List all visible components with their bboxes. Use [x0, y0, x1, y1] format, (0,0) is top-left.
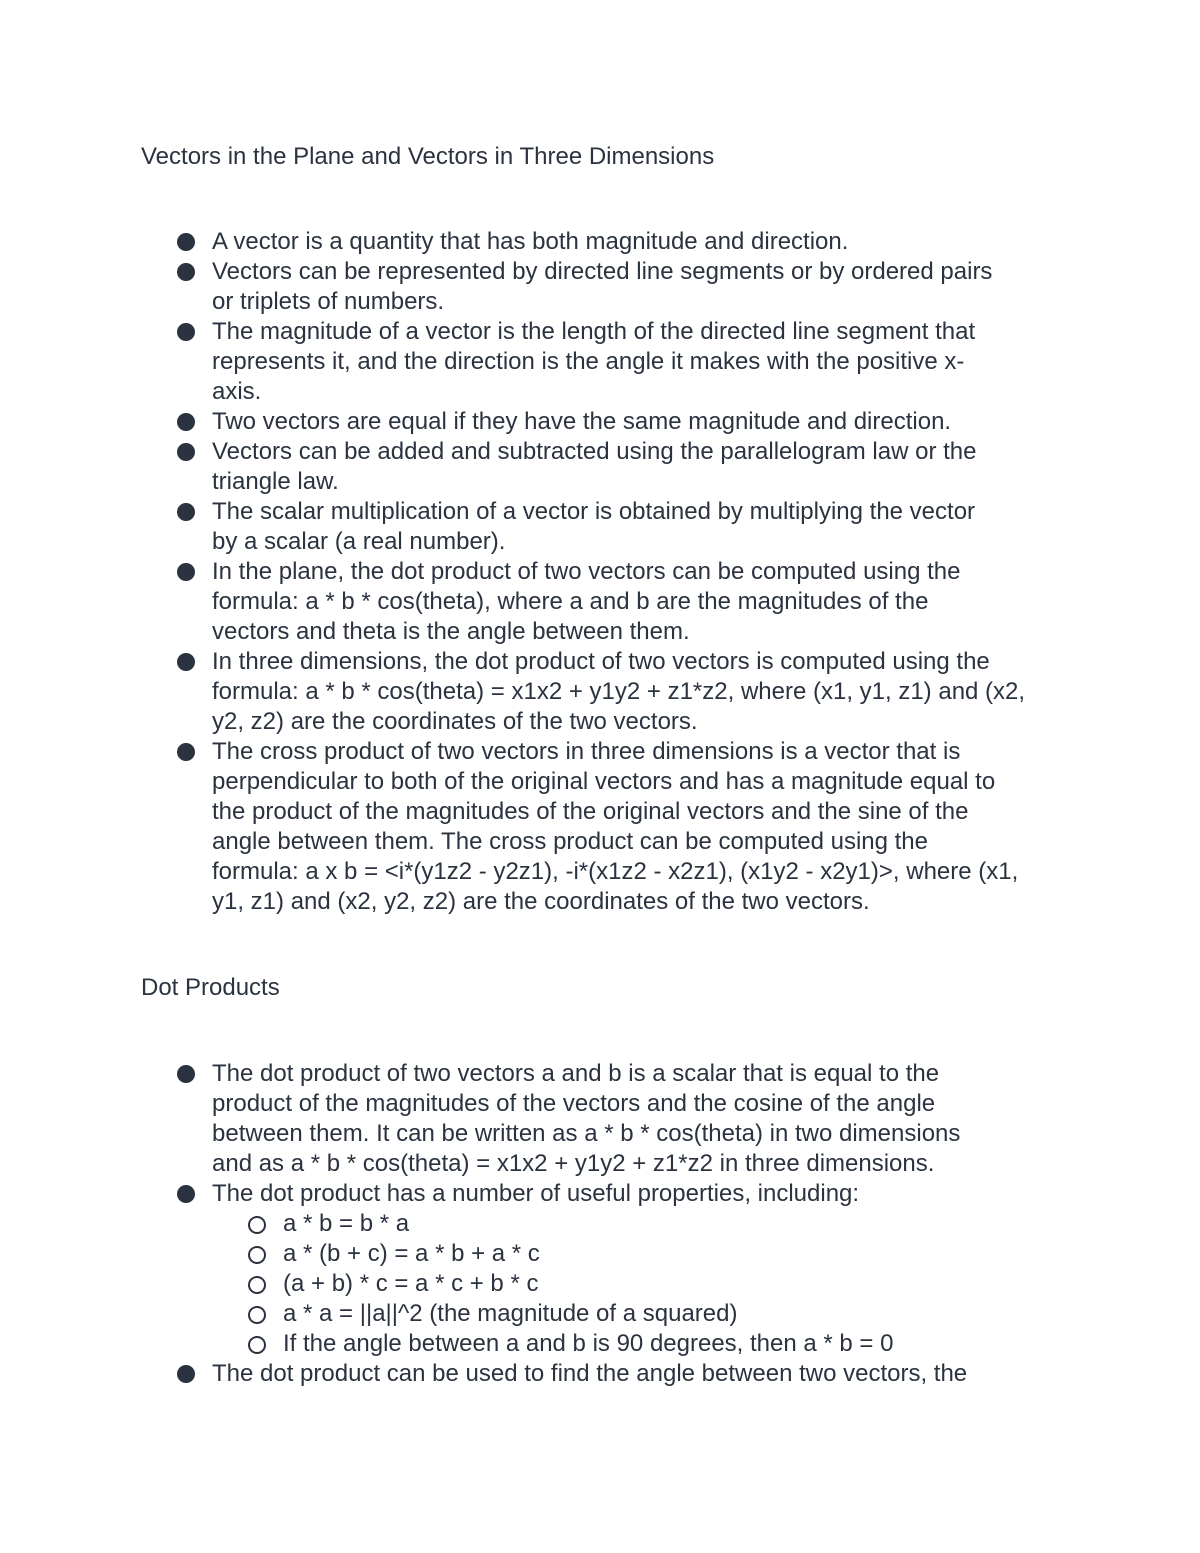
sub-list-item [0, 1209, 1200, 1239]
list-item [0, 647, 1200, 737]
list-item-line: formula: a * b * cos(theta), where a and b are the magnitudes of the [212, 588, 929, 615]
sub-list-item-text: (a + b) * c = a * c + b * c [283, 1270, 539, 1297]
sub-list-item-text: If the angle between a and b is 90 degrees, then a * b = 0 [283, 1330, 894, 1357]
list-item-line: The dot product can be used to find the angle between two vectors, the [212, 1360, 968, 1387]
list-item-line: perpendicular to both of the original vectors and has a magnitude equal to [212, 768, 996, 795]
list-item-line: triangle law. [212, 468, 339, 495]
list-item-line: vectors and theta is the angle between them. [212, 618, 690, 645]
sub-list-item [0, 1329, 1200, 1359]
section-heading-dot-products: Dot Products [141, 974, 280, 1001]
list-item-line: Vectors can be represented by directed line segments or by ordered pairs [212, 258, 993, 285]
hollow-bullet-icon [248, 1246, 266, 1264]
list-item [0, 557, 1200, 647]
list-item [0, 317, 1200, 407]
list-item-line: A vector is a quantity that has both magnitude and direction. [212, 228, 849, 255]
list-item-line: by a scalar (a real number). [212, 528, 506, 555]
list-item [0, 737, 1200, 917]
list-item [0, 1359, 1200, 1389]
list-item-line: or triplets of numbers. [212, 288, 445, 315]
sub-list-item [0, 1239, 1200, 1269]
list-item-line: and as a * b * cos(theta) = x1x2 + y1y2 + z1*z2 in three dimensions. [212, 1150, 935, 1177]
bullet-icon [177, 653, 195, 671]
list-item-line: Two vectors are equal if they have the same magnitude and direction. [212, 408, 952, 435]
list-item-line: y2, z2) are the coordinates of the two vectors. [212, 708, 698, 735]
list-item-line: The magnitude of a vector is the length of the directed line segment that [212, 318, 976, 345]
bullet-icon [177, 443, 195, 461]
sub-list-item-text: a * b = b * a [283, 1210, 410, 1237]
list-item [0, 1179, 1200, 1209]
list-item-line: angle between them. The cross product can be computed using the [212, 828, 929, 855]
bullet-icon [177, 233, 195, 251]
list-item-line: formula: a x b = <i*(y1z2 - y2z1), -i*(x1z2 - x2z1), (x1y2 - x2y1)>, where (x1, [212, 858, 1019, 885]
list-item [0, 407, 1200, 437]
hollow-bullet-icon [248, 1216, 266, 1234]
list-item-line: The cross product of two vectors in three dimensions is a vector that is [212, 738, 961, 765]
bullet-icon [177, 743, 195, 761]
list-item [0, 227, 1200, 257]
list-item-line: formula: a * b * cos(theta) = x1x2 + y1y2 + z1*z2, where (x1, y1, z1) and (x2, [212, 678, 1026, 705]
bullet-icon [177, 263, 195, 281]
hollow-bullet-icon [248, 1336, 266, 1354]
list-item-line: represents it, and the direction is the angle it makes with the positive x- [212, 348, 965, 375]
hollow-bullet-icon [248, 1276, 266, 1294]
bullet-icon [177, 413, 195, 431]
bullet-icon [177, 1065, 195, 1083]
list-item-line: axis. [212, 378, 262, 405]
bullet-icon [177, 1365, 195, 1383]
list-item-line: The scalar multiplication of a vector is obtained by multiplying the vector [212, 498, 976, 525]
list-item [0, 1059, 1200, 1179]
list-item-line: In three dimensions, the dot product of two vectors is computed using the [212, 648, 990, 675]
sub-list-item-text: a * (b + c) = a * b + a * c [283, 1240, 540, 1267]
list-item-line: the product of the magnitudes of the original vectors and the sine of the [212, 798, 969, 825]
list-item-line: In the plane, the dot product of two vectors can be computed using the [212, 558, 961, 585]
list-item-line: product of the magnitudes of the vectors and the cosine of the angle [212, 1090, 936, 1117]
bullet-icon [177, 1185, 195, 1203]
list-item [0, 437, 1200, 497]
list-item-line: between them. It can be written as a * b * cos(theta) in two dimensions [212, 1120, 961, 1147]
bullet-icon [177, 503, 195, 521]
sub-list-item [0, 1299, 1200, 1329]
dot-products-bullet-list [0, 1059, 1200, 1389]
list-item [0, 257, 1200, 317]
section-heading-vectors: Vectors in the Plane and Vectors in Three Dimensions [141, 143, 715, 170]
bullet-icon [177, 323, 195, 341]
list-item-line: The dot product of two vectors a and b is a scalar that is equal to the [212, 1060, 940, 1087]
list-item-line: Vectors can be added and subtracted using the parallelogram law or the [212, 438, 977, 465]
sub-list-item-text: a * a = ||a||^2 (the magnitude of a squared) [283, 1300, 738, 1327]
list-item [0, 497, 1200, 557]
bullet-icon [177, 563, 195, 581]
hollow-bullet-icon [248, 1306, 266, 1324]
list-item-line: The dot product has a number of useful properties, including: [212, 1180, 860, 1207]
sub-list-item [0, 1269, 1200, 1299]
vectors-bullet-list [0, 227, 1200, 917]
list-item-line: y1, z1) and (x2, y2, z2) are the coordinates of the two vectors. [212, 888, 870, 915]
